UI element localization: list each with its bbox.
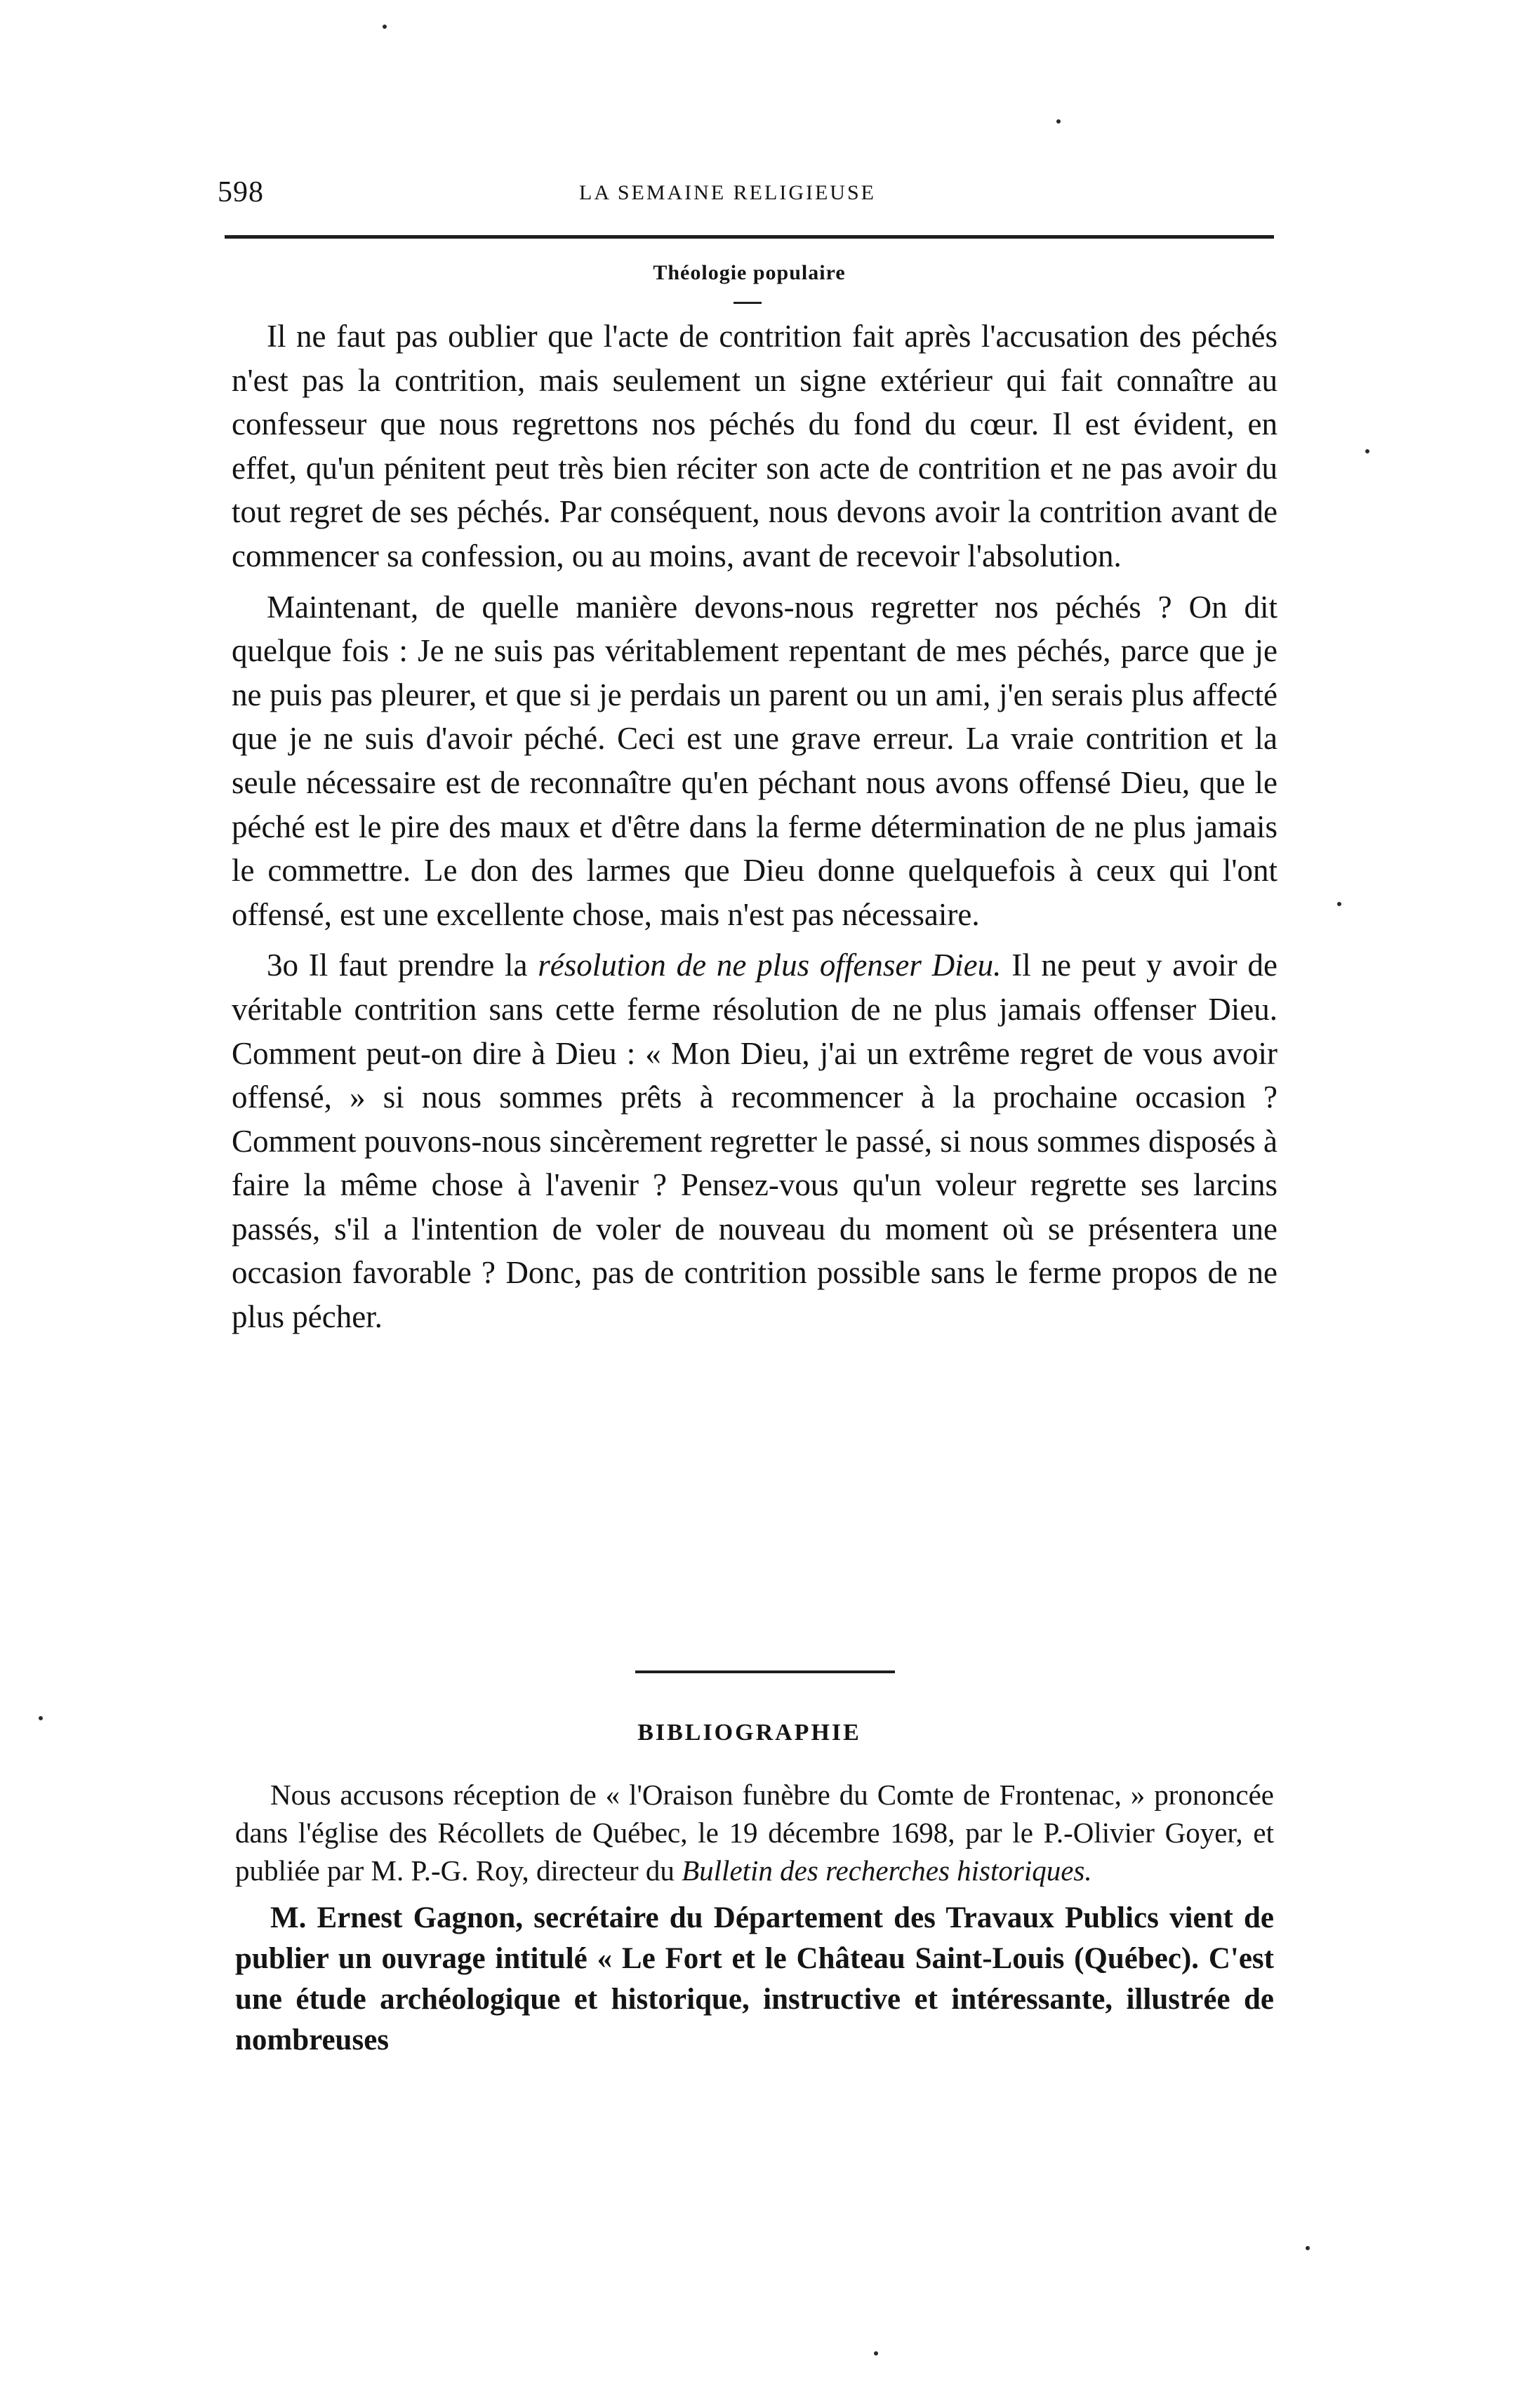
print-speck (1337, 902, 1341, 906)
print-speck (39, 1716, 43, 1720)
print-speck (874, 2351, 878, 2356)
paragraph: Il ne faut pas oublier que l'acte de contrition fait après l'accusation des péchés n'est pas la contrition, mais seulement un signe extérieur qui fait connaître au confesseur que nous regrettons nos péchés du fond du cœur. Il est évident, en effet, qu'un pénitent peut très bien réciter son acte de contrition et ne pas avoir du tout regret de ses péchés. Par conséquent, nous devons avoir la contrition avant de commencer sa confession, ou au moins, avant de recevoir l'absolution. (232, 319, 1277, 573)
bibliography-body (235, 1776, 1274, 2061)
paragraph (232, 943, 1277, 1338)
paragraph-rest: Il ne peut y avoir de véritable contrition sans cette ferme résolution de ne plus jamais offenser Dieu. (232, 948, 1278, 1027)
print-speck (1306, 2246, 1310, 2250)
section-title: Théologie populaire (653, 261, 846, 284)
paragraph-continuation: Comment peut-on dire à Dieu : « Mon Dieu, j'ai un extrême regret de vous avoir offensé, » si nous sommes prêts à recommencer à la prochaine occasion ? Comment pouvons-nous sincèrement regretter le passé, si nous sommes disposés à faire la même chose à l'avenir ? Pensez-vous qu'un voleur regrette ses larcins passés, s'il a l'intention de voler de nouveau du moment où se présentera une occasion favorable ? Donc, pas de contrition possible sans le ferme propos de ne plus pécher. (232, 1035, 1277, 1335)
bibliography-title: BIBLIOGRAPHIE (637, 1720, 861, 1746)
title-dash (734, 302, 762, 304)
entry-text: Nous accusons réception de « l'Oraison funèbre du Comte de Frontenac, » prononcée dans l'église des Récollets de Québec, le 19 décembre 1698, par le P.-Olivier Goyer, et publiée par M. P.-G. Roy, directeur du (235, 1779, 1274, 1887)
print-speck (1056, 119, 1061, 124)
running-head: LA SEMAINE RELIGIEUSE (579, 181, 876, 204)
paragraph-emphasis: résolution de ne plus offenser Dieu. (538, 948, 1002, 983)
entry-journal: Bulletin des recherches historiques. (682, 1854, 1092, 1887)
paragraph-lead: 3o Il faut prendre la (267, 948, 528, 983)
paragraph: Maintenant, de quelle manière devons-nous regretter nos péchés ? On dit quelque fois : Je ne suis pas véritablement repentant de mes péchés, parce que je ne puis pas pleurer, et que si je perdais un parent ou un ami, j'en serais plus affecté que je ne suis d'avoir péché. Ceci est une grave erreur. La vraie contrition et la seule nécessaire est de reconnaître qu'en péchant nous avons offensé Dieu, que le péché est le pire des maux et d'être dans la ferme détermination de ne plus jamais le commettre. Le don des larmes que Dieu donne quelquefois à ceux qui l'ont offensé, est une excellente chose, mais n'est pas nécessaire. (232, 589, 1277, 932)
print-speck (1365, 449, 1369, 453)
section-divider (635, 1670, 895, 1673)
bibliography-entry: M. Ernest Gagnon, secrétaire du Département des Travaux Publics vient de publier un ouvrage intitulé « Le Fort et le Château Saint-Louis (Québec). C'est une étude archéologique et historique, instructive et intéressante, illustrée de nombreuses (235, 1901, 1274, 2057)
bibliography-entry (235, 1776, 1274, 1889)
page-header (218, 175, 1277, 211)
print-speck (383, 25, 387, 29)
page-number: 598 (218, 176, 264, 208)
header-rule (225, 235, 1274, 239)
section-body (232, 314, 1277, 1339)
